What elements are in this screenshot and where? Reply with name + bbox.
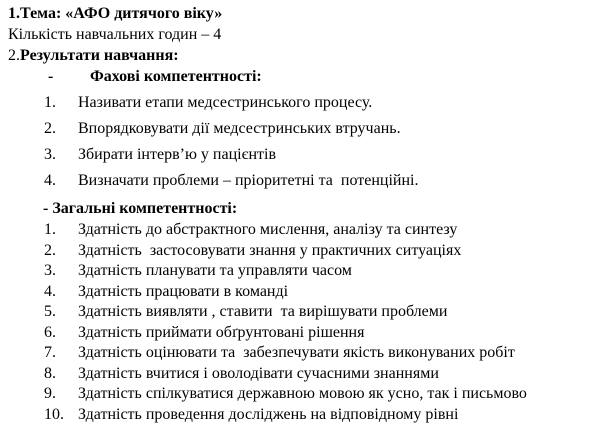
item-number: 4.: [44, 172, 56, 189]
item-number: 1.: [44, 94, 56, 111]
results-heading: [8, 45, 592, 66]
item-text: Здатність планувати та управляти часом: [78, 262, 352, 279]
item-number: 5.: [44, 303, 56, 320]
item-number: 8.: [44, 364, 56, 382]
item-number: 3.: [44, 262, 56, 279]
list-item: [44, 261, 592, 282]
list-item: [44, 405, 592, 426]
item-number: 2.: [44, 120, 56, 137]
professional-competencies-list: [8, 92, 592, 191]
list-item: [44, 220, 592, 241]
hours-line: Кількість навчальних годин – 4: [8, 26, 222, 43]
list-item: [44, 118, 592, 139]
item-text: Називати етапи медсестринського процесу.: [78, 94, 373, 111]
item-number: 6.: [44, 323, 56, 341]
item-number: 7.: [44, 344, 56, 361]
item-text: Впорядковувати дії медсестринських втручань.: [78, 120, 401, 137]
list-item: [44, 92, 592, 113]
list-item: [44, 384, 592, 405]
dash-marker: -: [48, 68, 54, 85]
item-text: Здатність працювати в команді: [78, 282, 289, 300]
item-text: Здатність оцінювати та забезпечувати якість виконуваних робіт: [78, 344, 515, 361]
general-competencies-heading: - Загальні компетентності:: [43, 200, 238, 217]
results-number: 2.: [8, 47, 20, 64]
results-label: Результати навчання:: [20, 47, 179, 64]
list-item: [44, 302, 592, 323]
list-item: [44, 323, 592, 344]
topic-title: 1.Тема: «АФО дитячого віку»: [8, 5, 223, 22]
item-number: 9.: [44, 385, 56, 402]
list-item: [44, 282, 592, 303]
professional-heading-label: Фахові компетентності:: [90, 68, 262, 85]
general-competencies-list: [8, 220, 592, 425]
item-text: Здатність приймати обґрунтовані рішення: [78, 323, 365, 341]
item-number: 4.: [44, 282, 56, 300]
item-number: 1.: [44, 221, 56, 238]
professional-competencies-heading: [48, 66, 592, 87]
item-text: Здатність застосовувати знання у практичних ситуаціях: [78, 241, 462, 259]
list-item: [44, 144, 592, 165]
item-number: 3.: [44, 146, 56, 163]
item-number: 10.: [44, 405, 64, 423]
list-item: [44, 170, 592, 191]
list-item: [44, 364, 592, 385]
item-text: Здатність до абстрактного мислення, аналізу та синтезу: [78, 221, 458, 238]
item-text: Здатність виявляти , ставити та вирішувати проблеми: [78, 303, 448, 320]
item-text: Визначати проблеми – пріоритетні та потенційні.: [78, 172, 419, 189]
item-text: Здатність спілкуватися державною мовою як усно, так і письмово: [78, 385, 527, 402]
item-text: Здатність проведення досліджень на відповідному рівні: [78, 405, 459, 423]
list-item: [44, 343, 592, 364]
item-text: Збирати інтерв’ю у пацієнтів: [78, 146, 276, 163]
list-item: [44, 241, 592, 262]
item-text: Здатність вчитися і оволодівати сучасними знаннями: [78, 364, 439, 382]
item-number: 2.: [44, 241, 56, 259]
